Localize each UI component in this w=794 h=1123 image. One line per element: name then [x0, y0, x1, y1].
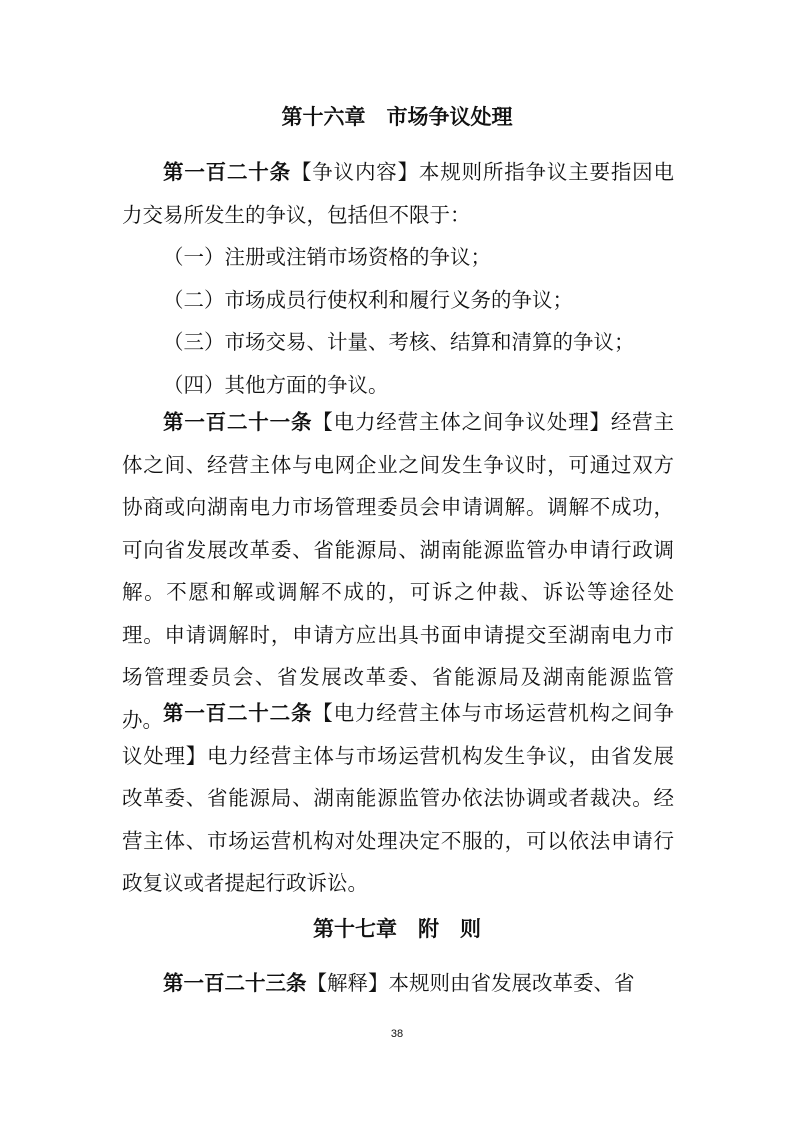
article-123-paragraph: [122, 962, 674, 1005]
article-120-text: 【争议内容】本规则所指争议主要指因电力交易所发生的争议，包括但不限于：: [122, 160, 675, 227]
article-120-item-2: （二）市场成员行使权利和履行义务的争议；: [163, 287, 573, 312]
article-120-paragraph: [122, 151, 674, 236]
page-number: 38: [390, 1028, 404, 1040]
article-121-text: 【电力经营主体之间争议处理】经营主体之间、经营主体与电网企业之间发生争议时，可通过双方协商或向湖南电力市场管理委员会申请调解。调解不成功，可向省发展改革委、省能源局、湖南能源监管办申请行政调解。不愿和解或调解不成的，可诉之仲裁、诉讼等途径处理。申请调解时，申请方应出具书面申请提交至湖南电力市场管理委员会、省发展改革委、省能源局及湖南能源监管办。: [122, 410, 675, 732]
article-123-number: 第一百二十三条: [163, 971, 307, 995]
article-123-text: 【解释】本规则由省发展改革委、省: [306, 971, 635, 995]
article-123-block: [122, 962, 674, 1005]
article-122-number: 第一百二十二条: [163, 701, 313, 725]
article-120-item-4: （四）其他方面的争议。: [163, 372, 389, 397]
article-121-block: [122, 401, 674, 741]
article-120-item-3: （三）市场交易、计量、考核、结算和清算的争议；: [163, 330, 635, 354]
article-121-number: 第一百二十一条: [163, 410, 313, 434]
article-122-text: 【电力经营主体与市场运营机构之间争议处理】电力经营主体与市场运营机构发生争议，由省发展改革委、省能源局、湖南能源监管办依法协调或者裁决。经营主体、市场运营机构对处理决定不服的，可以依法申请行政复议或者提起行政诉讼。: [122, 701, 675, 895]
article-120-block: [122, 151, 674, 406]
article-122-paragraph: [122, 692, 674, 905]
chapter-16-title: 第十六章 市场争议处理: [281, 105, 513, 129]
article-121-paragraph: [122, 401, 674, 741]
article-120-number: 第一百二十条: [163, 160, 291, 184]
article-120-item-1: （一）注册或注销市场资格的争议；: [163, 245, 491, 269]
chapter-17-title: 第十七章 附 则: [313, 917, 481, 941]
article-122-block: [122, 692, 674, 905]
